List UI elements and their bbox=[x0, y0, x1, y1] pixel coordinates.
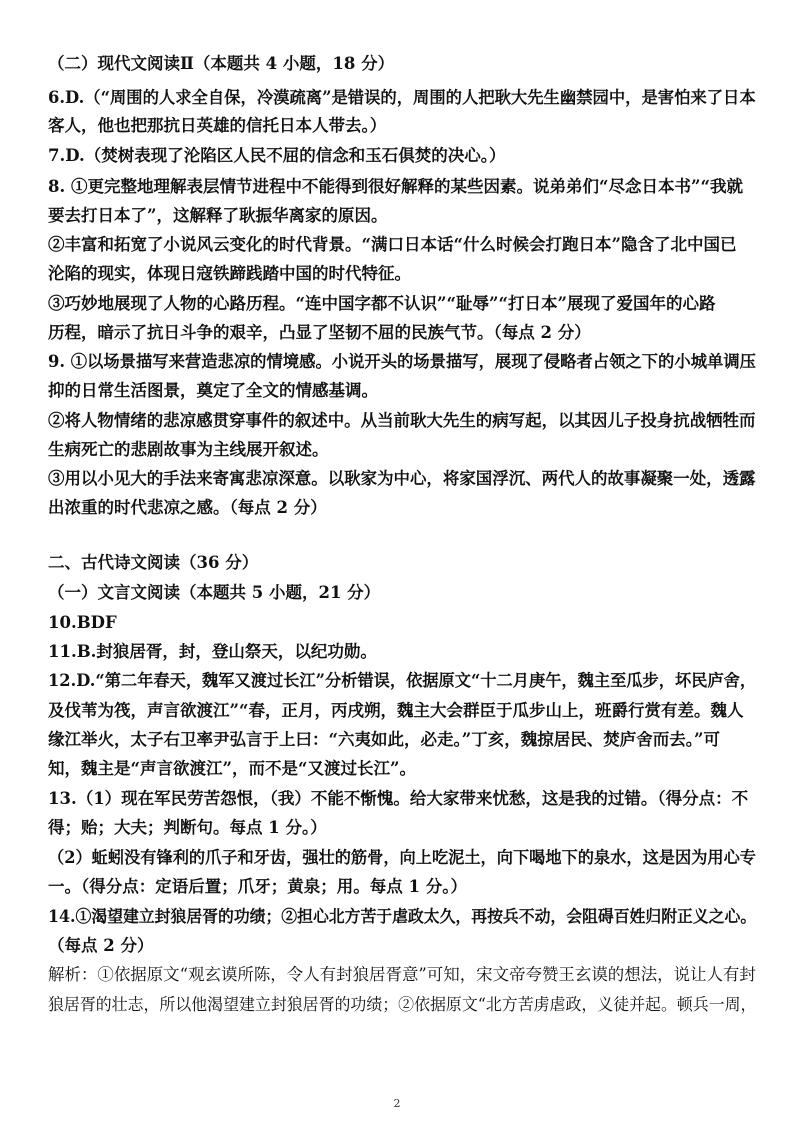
answer-line: 14.①渴望建立封狼居胥的功绩；②担心北方苦于虐政太久，再按兵不动，会阻碍百姓归附正义之心。 bbox=[48, 907, 757, 926]
answer-line: 生病死亡的悲剧故事为主线展开叙述。 bbox=[48, 440, 329, 459]
answer-line: 10.BDF bbox=[48, 613, 117, 632]
answer-line: 一。（得分点：定语后置；爪牙；黄泉；用。每点 1 分。） bbox=[48, 877, 467, 896]
answer-line: 沦陷的现实，体现日寇铁蹄践踏中国的时代特征。 bbox=[48, 264, 411, 283]
answer-line: ②将人物情绪的悲凉感贯穿事件的叙述中。从当前耿大先生的病写起，以其因儿子投身抗战牺牲而 bbox=[48, 411, 756, 430]
answer-line: 要去打日本了”，这解释了耿振华离家的原因。 bbox=[48, 206, 388, 225]
page-number: 2 bbox=[393, 1097, 401, 1110]
answer-line: 得；贻；大夫；判断句。每点 1 分。） bbox=[48, 818, 327, 837]
answer-line: 及伐苇为筏，声言欲渡江”“春，正月，丙戌朔，魏主大会群臣于瓜步山上，班爵行赏有差。魏人 bbox=[48, 701, 744, 720]
answer-line: 9. ①以场景描写来营造悲凉的情境感。小说开头的场景描写，展现了侵略者占领之下的小城单调压 bbox=[48, 352, 756, 371]
answer-line: （2）蚯蚓没有锋利的爪子和牙齿，强壮的筋骨，向上吃泥土，向下喝地下的泉水，这是因为用心专 bbox=[48, 848, 757, 867]
analysis-line: 狼居胥的壮志，所以他渴望建立封狼居胥的功绩；②依据原文“北方苦虏虐政，义徒并起。顿兵一周， bbox=[48, 995, 757, 1014]
section-heading-modern-reading-2: （二）现代文阅读Ⅱ（本题共 4 小题，18 分） bbox=[48, 54, 395, 73]
answer-line: 历程，暗示了抗日斗争的艰辛，凸显了坚韧不屈的民族气节。（每点 2 分） bbox=[48, 323, 591, 342]
answer-line: 6.D.（“周围的人求全自保，冷漠疏离”是错误的，周围的人把耿大先生幽禁园中，是害怕来了日本 bbox=[48, 88, 756, 107]
section-heading-classical-reading: 二、古代诗文阅读（36 分） bbox=[48, 553, 259, 572]
answer-line: 出浓重的时代悲凉之感。（每点 2 分） bbox=[48, 498, 327, 517]
answer-line: 缘江举火，太子右卫率尹弘言于上曰：“六夷如此，必走。”丁亥，魏掠居民、焚庐舍而去。”可 bbox=[48, 730, 720, 749]
answer-line: ③巧妙地展现了人物的心路历程。“连中国字都不认识”“耻辱”“打日本”展现了爱国年的心路 bbox=[48, 294, 716, 313]
answer-line: 7.D.（焚树表现了沦陷区人民不屈的信念和玉石俱焚的决心。） bbox=[48, 146, 506, 165]
answer-line: （每点 2 分） bbox=[48, 936, 154, 955]
answer-line: 8. ①更完整地理解表层情节进程中不能得到很好解释的某些因素。说弟弟们“尽念日本书”“我就 bbox=[48, 177, 743, 196]
answer-line: 客人，他也把那抗日英雄的信托日本人带去。） bbox=[48, 116, 387, 135]
answer-line: 12.D.“第二年春天，魏军又渡过长江”分析错误，依据原文“十二月庚午，魏主至瓜步，坏民庐舍， bbox=[48, 671, 757, 690]
analysis-line: 解析：①依据原文“观玄谟所陈，令人有封狼居胥意”可知，宋文帝夸赞王玄谟的想法，说让人有封 bbox=[48, 965, 756, 984]
answer-line: 11.B.封狼居胥，封，登山祭天，以纪功勋。 bbox=[48, 642, 377, 661]
answer-line: 13.（1）现在军民劳苦怨恨，（我）不能不惭愧。给大家带来忧愁，这是我的过错。（得分点：不 bbox=[48, 789, 749, 808]
answer-line: ②丰富和拓宽了小说风云变化的时代背景。“满口日本话“什么时候会打跑日本”隐含了北中国已 bbox=[48, 235, 737, 254]
section-heading-classical-prose: （一）文言文阅读（本题共 5 小题，21 分） bbox=[48, 583, 381, 602]
answer-line: 抑的日常生活图景，奠定了全文的情感基调。 bbox=[48, 381, 378, 400]
answer-line: 知，魏主是“声言欲渡江”，而不是“又渡过长江”。 bbox=[48, 759, 416, 778]
answer-line: ③用以小见大的手法来寄寓悲凉深意。以耿家为中心，将家国浮沉、两代人的故事凝聚一处，透露 bbox=[48, 469, 756, 488]
